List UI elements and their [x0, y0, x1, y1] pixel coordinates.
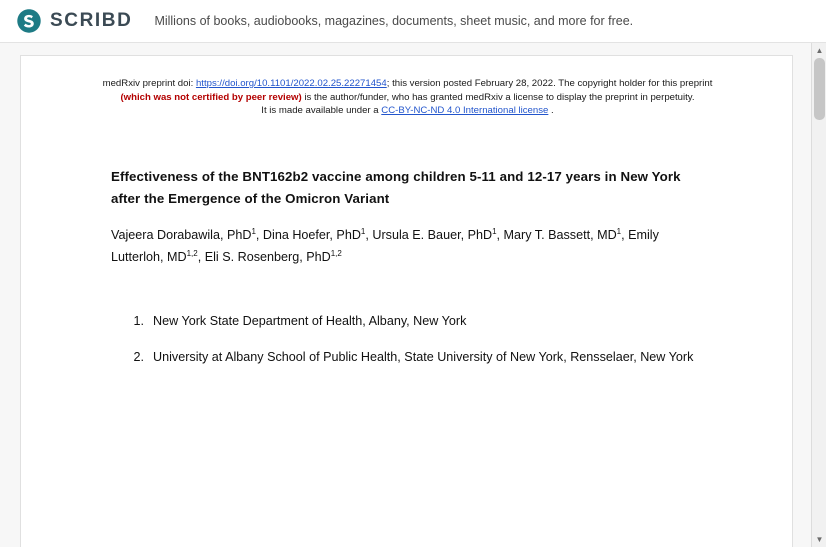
site-header: [0, 0, 826, 43]
license-suffix: .: [551, 105, 554, 116]
scribd-logo-icon: [16, 8, 42, 34]
scroll-down-arrow-icon[interactable]: ▼: [812, 532, 826, 547]
author-5: , Emily Lutterloh, MD: [111, 228, 659, 264]
document-page: [20, 55, 793, 547]
scribd-logo[interactable]: [16, 8, 132, 34]
preprint-doi-suffix: ; this version posted February 28, 2022. The copyright holder for this preprint: [386, 78, 713, 89]
author-1-affiliation-marker: 1: [251, 226, 256, 236]
preprint-doi-link[interactable]: https://doi.org/10.1101/2022.02.25.22271454: [195, 78, 387, 89]
author-4: , Mary T. Bassett, MD: [496, 228, 617, 242]
paper-title: Effectiveness of the BNT162b2 vaccine among children 5-11 and 12-17 years in New York after the Emergence of the Omicron Variant: [111, 169, 681, 206]
preprint-notice-line-1: [21, 77, 793, 91]
site-tagline: Millions of books, audiobooks, magazines, documents, sheet music, and more for free.: [154, 14, 634, 28]
author-6-affiliation-marker: 1,2: [330, 248, 342, 258]
author-1: Vajeera Dorabawila, PhD: [111, 228, 252, 242]
license-prefix: It is made available under a: [261, 105, 379, 116]
license-link[interactable]: CC-BY-NC-ND 4.0 International license: [381, 105, 549, 116]
author-2: , Dina Hoefer, PhD: [255, 228, 361, 242]
preprint-notice-line-3: [21, 104, 793, 118]
preprint-doi-prefix: medRxiv preprint doi:: [102, 78, 194, 89]
document-content: [111, 166, 711, 382]
scribd-wordmark: SCRIBD: [50, 10, 133, 31]
peer-review-warning: (which was not certified by peer review): [120, 91, 302, 103]
author-3: , Ursula E. Bauer, PhD: [365, 228, 493, 242]
author-3-affiliation-marker: 1: [492, 226, 497, 236]
list-item: New York State Department of Health, Albany, New York: [153, 314, 467, 328]
vertical-scrollbar[interactable]: [811, 43, 826, 547]
author-6: , Eli S. Rosenberg, PhD: [197, 250, 331, 264]
author-2-affiliation-marker: 1: [360, 226, 366, 236]
paper-authors: [111, 224, 671, 268]
author-4-affiliation-marker: 1: [616, 226, 622, 236]
preprint-funder-note: is the author/funder, who has granted medRxiv a license to display the preprint in perpetuity.: [301, 91, 695, 103]
scrollbar-thumb[interactable]: [814, 58, 825, 120]
author-5-affiliation-marker: 1,2: [186, 248, 198, 258]
affiliation-list: [111, 310, 711, 368]
scroll-up-arrow-icon[interactable]: ▲: [812, 43, 826, 58]
list-item: University at Albany School of Public Health, State University of New York, Rensselaer, New York: [153, 350, 694, 364]
preprint-notice-line-2: [21, 91, 793, 105]
preprint-notice: [21, 77, 793, 118]
document-scroll-area[interactable]: [0, 43, 826, 547]
